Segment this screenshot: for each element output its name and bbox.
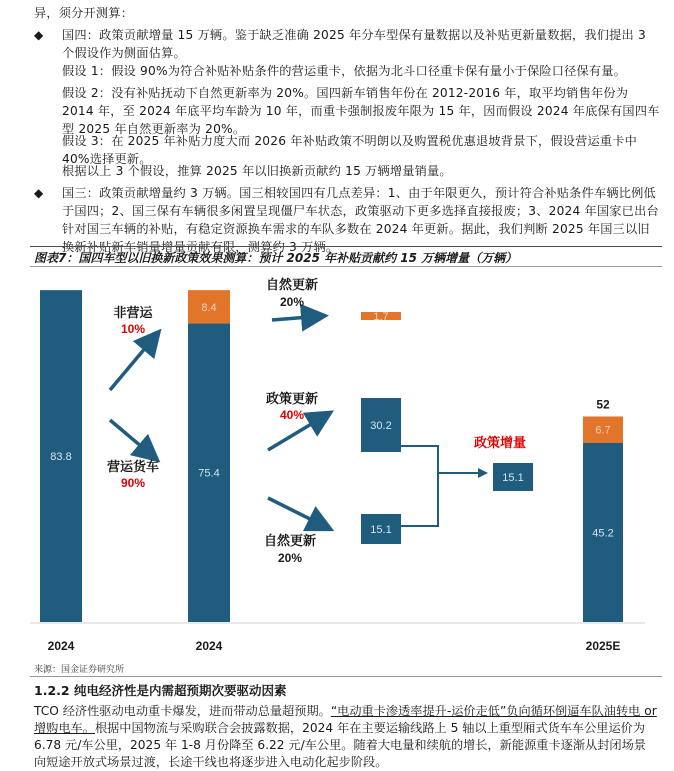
assumption-1: 假设 1：假设 90%为符合补贴补贴条件的营运重卡，依据为北斗口径重卡保有量小于保险口径保有量。	[62, 64, 627, 78]
chart	[0, 270, 674, 660]
arrow-policy-to-increment	[400, 446, 478, 473]
figure-bottom-rule	[30, 676, 662, 677]
bar-b2025-value-0: 45.2	[592, 527, 614, 540]
section-paragraph	[34, 703, 658, 771]
top-fragment: 异，须分开测算：	[34, 6, 134, 20]
bar-b2024b-value-0: 75.4	[198, 467, 220, 480]
label-policy-update: 政策更新	[265, 391, 319, 406]
arrow-to-natural-top	[272, 316, 322, 320]
bar-nat_nonop-value: 1.7	[373, 311, 389, 323]
label-policy-increment: 政策增量	[473, 435, 527, 450]
bar-b2024a-xlabel: 2024	[47, 639, 75, 653]
assumption-3: 假设 3：在 2025 年补贴力度大而 2026 年补贴政策不明朗以及购置税优惠退坡背景下，假设营运重卡中 40%选择更新。	[62, 134, 638, 166]
section-heading: 1.2.2 纯电经济性是内需超预期次要驱动因素	[34, 683, 287, 698]
pct-natural-top: 20%	[279, 295, 305, 309]
assumption-summary: 根据以上 3 个假设，推算 2025 年以旧换新贡献约 15 万辆增量销量。	[62, 164, 452, 178]
label-operating: 营运货车	[106, 459, 160, 474]
figure-top-rule	[30, 246, 662, 247]
bar-b2024b-value-1: 8.4	[201, 301, 217, 314]
bar-policy-value: 30.2	[370, 420, 392, 432]
arrow-head-increment	[478, 468, 488, 478]
bar-b2025-xlabel: 2025E	[585, 639, 621, 653]
bar-b2025-total: 52	[596, 397, 610, 412]
arrow-natural-to-increment	[400, 473, 438, 526]
guo3-paragraph: 国三：政策贡献增量约 3 万辆。国三相较国四有几点差异：1、由于年限更久，预计符合补贴条件车辆比例低于国四；2、国三保有车辆很多闲置呈现僵尸车状态，政策驱动下更多选择直接报废；3、2024 年国家已出台针对国三车辆的补贴，有稳定资源换车需求的车队多数在 2024 年更新。据此，我们判断 2025 年国三以旧换新补贴新车销量增量贡献有限，测算约 3 万辆。	[62, 186, 659, 254]
figure-source: 来源：国金证券研究所	[34, 665, 125, 675]
pct-policy-update: 40%	[279, 408, 305, 422]
pct-operating: 90%	[120, 476, 146, 490]
pct-natural-bottom: 20%	[277, 551, 303, 565]
figure-title: 图表7：国四车型以旧换新政策效果测算：预计 2025 年补贴贡献约 15 万辆增量（万辆）	[34, 251, 518, 265]
bullet-guo4-icon: ◆	[34, 28, 44, 42]
arrow-to-non-operating	[110, 334, 157, 390]
label-natural-bottom: 自然更新	[263, 533, 317, 548]
bar-nat_op-value: 15.1	[370, 524, 392, 536]
pct-non-operating: 10%	[120, 322, 146, 336]
figure-title-rule	[30, 266, 662, 267]
section-text-part-2: 根据中国物流与采购联合会披露数据，2024 年在主要运输线路上 5 轴以上重型厢式货车车公里运价为 6.78 元/车公里，2025 年 1-8 月份降至 6.22 元/车公里。随着大电量和续航的增长，新能源重卡逐渐从封闭场景向短途开放式场景过渡，长途干线也将逐步进入电动化起步阶段。	[34, 721, 646, 769]
section-text-part-0: TCO 经济性驱动电动重卡爆发，进而带动总量超预期。	[34, 704, 331, 718]
bullet-guo3-icon: ◆	[34, 186, 44, 200]
guo4-paragraph: 国四：政策贡献增量 15 万辆。鉴于缺乏准确 2025 年分车型保有量数据以及补贴更新量数据，我们提出 3 个假设作为侧面估算。	[62, 28, 646, 60]
arrow-to-natural-bottom	[268, 498, 328, 528]
assumption-2: 假设 2：没有补贴抚动下自然更新率为 20%。国四新车销售年份在 2012-2016 年，取平均销售年份为 2014 年，至 2024 年底平均车龄为 10 年，而重卡强制报废年限为 15 年，因而假设 2024 年底保有国四车型 2025 年自然更新率为 20%。	[62, 86, 660, 136]
bar-increment-value: 15.1	[502, 472, 524, 484]
arrow-to-operating	[110, 420, 155, 458]
label-non-operating: 非营运	[113, 305, 153, 320]
bar-b2025-value-1: 6.7	[595, 424, 611, 437]
section-text-part-1: “电动重卡渗透率提升-运价走低”负向循环倒逼车队油转电 or 增购电车。	[34, 704, 657, 735]
label-natural-top: 自然更新	[265, 277, 319, 292]
bar-b2024a-value-0: 83.8	[50, 451, 72, 464]
bar-b2024b-xlabel: 2024	[195, 639, 223, 653]
